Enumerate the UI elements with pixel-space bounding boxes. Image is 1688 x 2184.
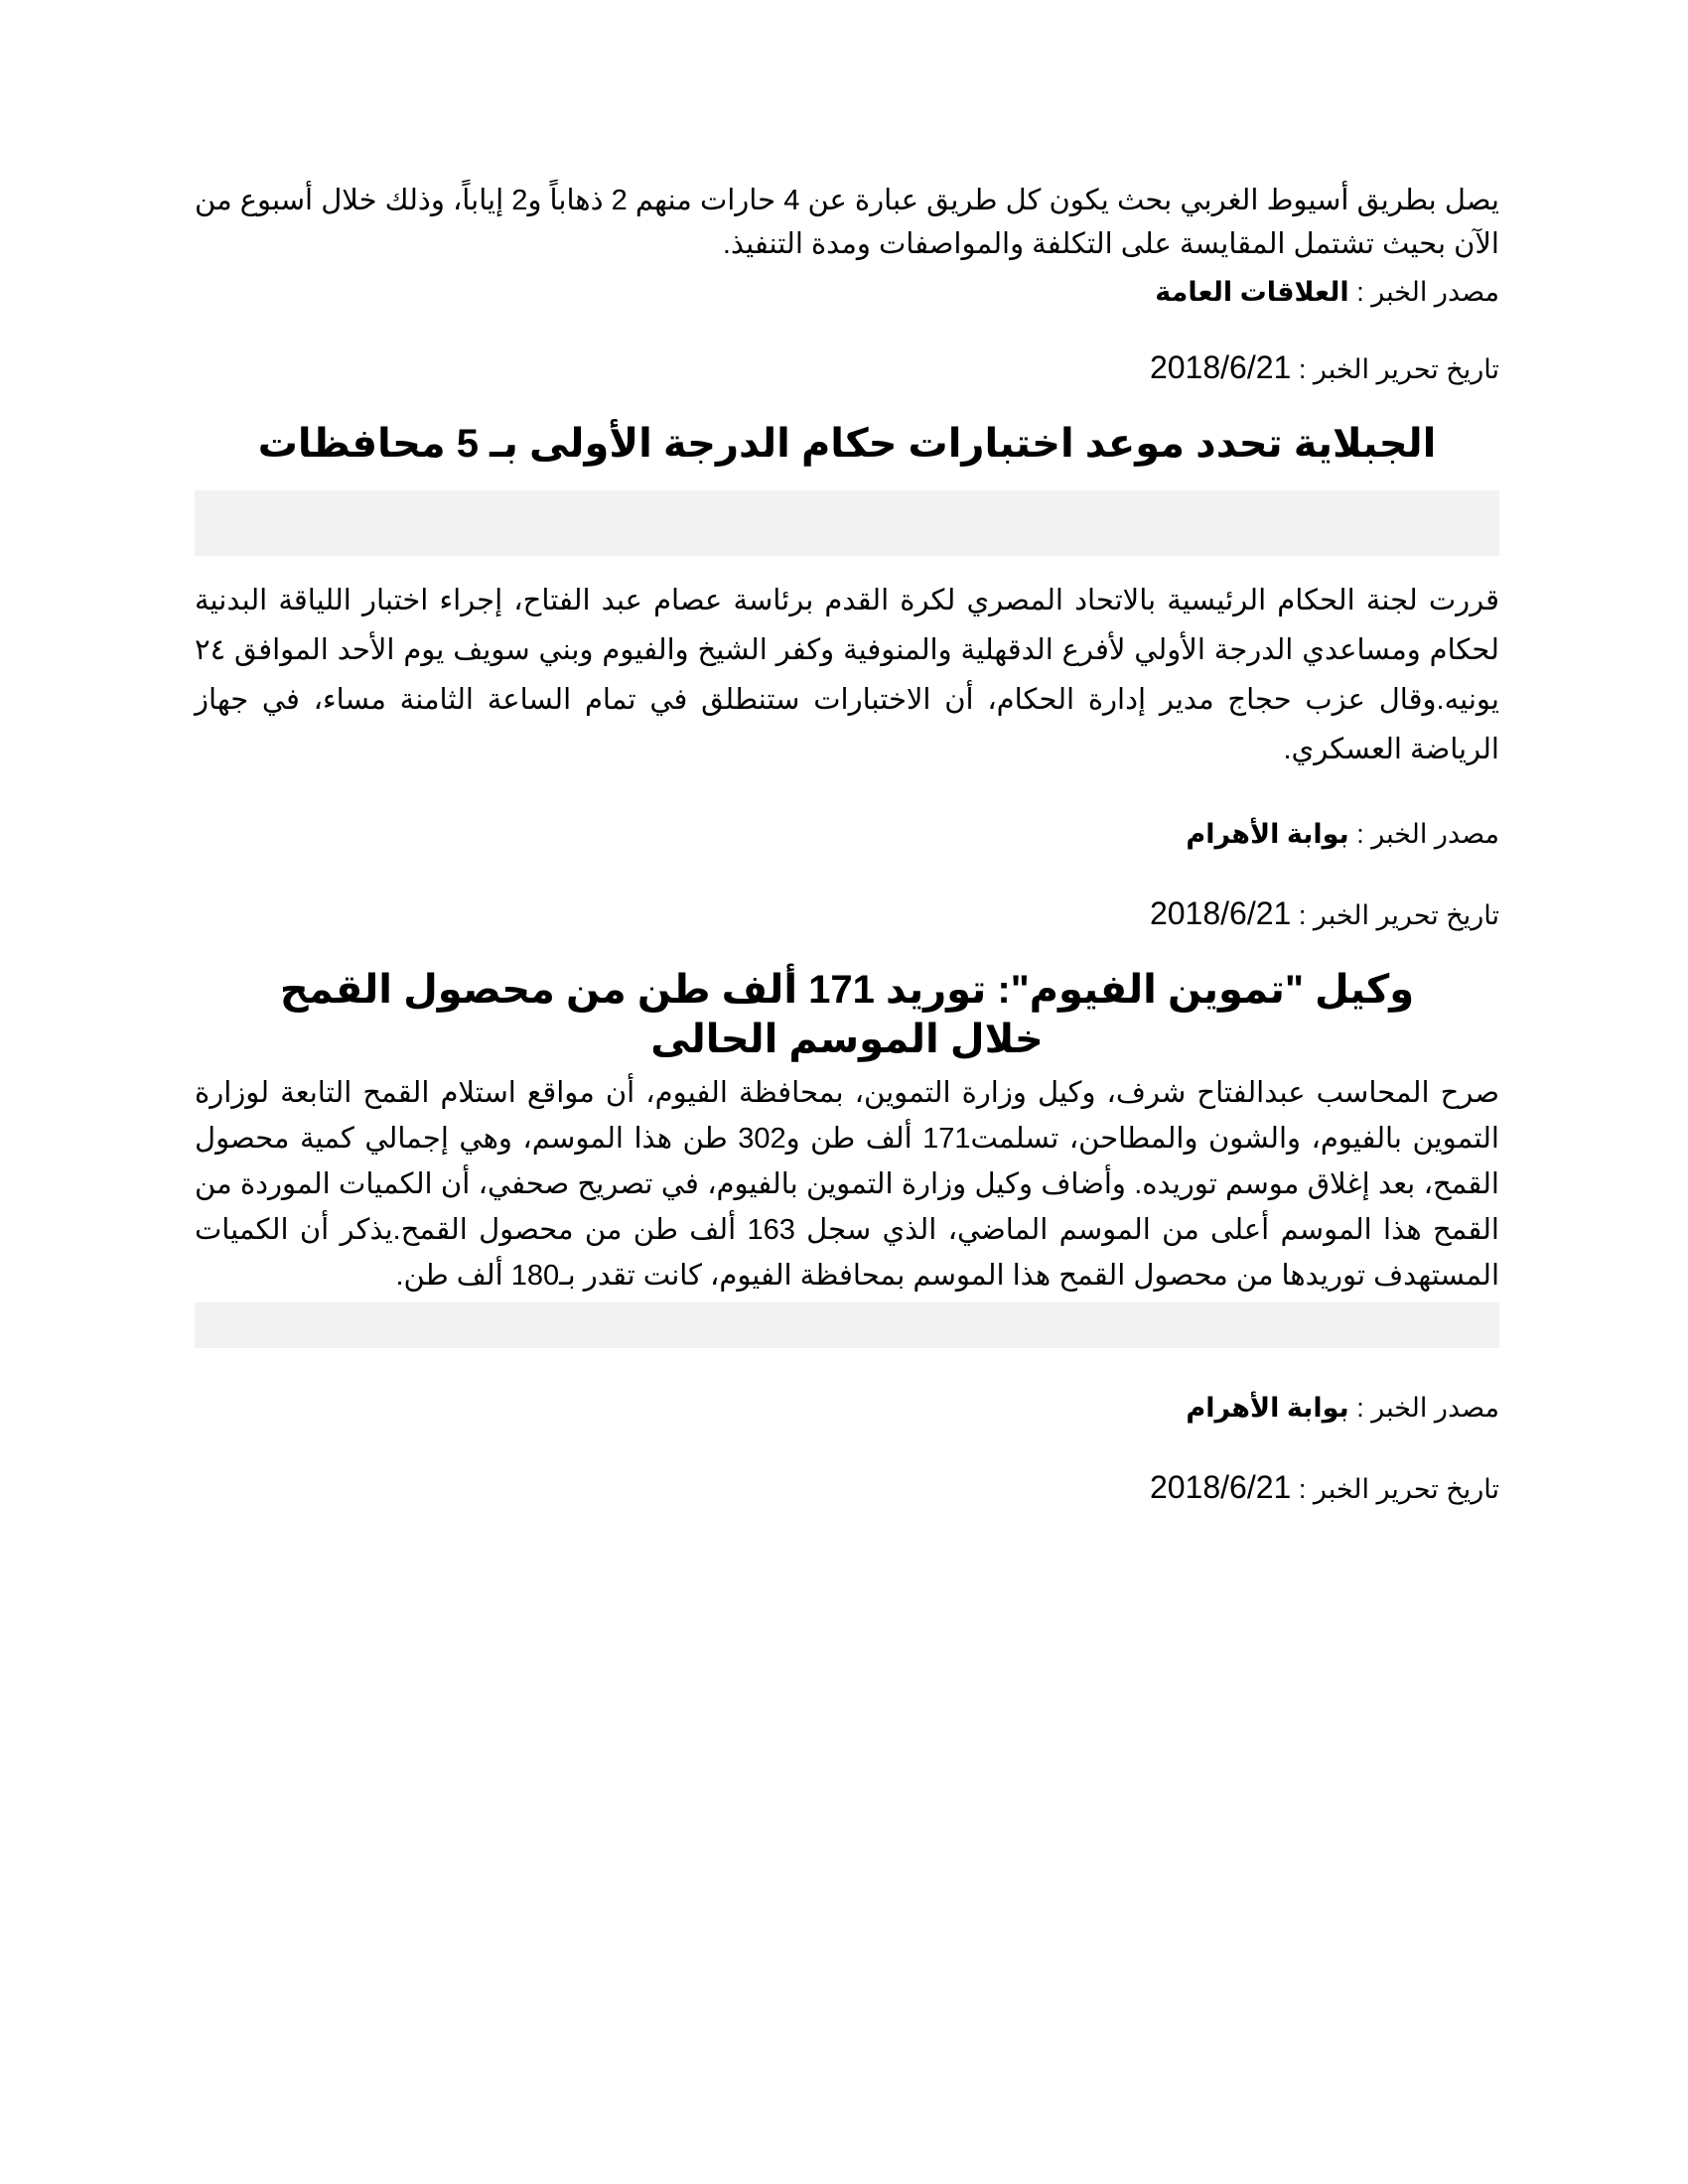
article-2-headline: وكيل "تموين الفيوم": توريد 171 ألف طن من محصول القمح خلال الموسم الحالى [279, 968, 1415, 1061]
document-page [195, 179, 1499, 1509]
intro-paragraph: يصل بطريق أسيوط الغربي بحث يكون كل طريق عبارة عن 4 حارات منهم 2 ذهاباً و2 إياباً، وذلك خلال أسبوع من الآن بحيث تشتمل المقايسة على التكلفة والمواصفات ومدة التنفيذ. [195, 185, 1499, 260]
source-value: العلاقات العامة [1155, 277, 1349, 307]
article-1-separator-bar [195, 490, 1499, 556]
date-label: تاريخ تحرير الخبر : [1298, 1474, 1499, 1504]
date-label: تاريخ تحرير الخبر : [1298, 900, 1499, 930]
article-1-date-line [195, 893, 1499, 935]
source-label: مصدر الخبر : [1356, 819, 1499, 849]
article-2-date-line [195, 1467, 1499, 1509]
date-value: 2018/6/21 [1149, 1469, 1292, 1505]
source-value: بوابة الأهرام [1186, 1393, 1349, 1423]
date-value: 2018/6/21 [1149, 895, 1292, 931]
article-2-separator-bar [195, 1302, 1499, 1348]
article-1-headline: الجبلاية تحدد موعد اختبارات حكام الدرجة الأولى بـ 5 محافظات [257, 422, 1437, 466]
intro-source-line [195, 272, 1499, 312]
intro-date-line [195, 347, 1499, 389]
article-2-source-line [195, 1388, 1499, 1428]
source-label: مصدر الخبر : [1356, 1393, 1499, 1423]
source-label: مصدر الخبر : [1356, 277, 1499, 307]
article-1-source-line [195, 814, 1499, 854]
article-1-body: قررت لجنة الحكام الرئيسية بالاتحاد المصري لكرة القدم برئاسة عصام عبد الفتاح، إجراء اختبار اللياقة البدنية لحكام ومساعدي الدرجة الأولي لأفرع الدقهلية والمنوفية وكفر الشيخ والفيوم وبني سويف يوم الأحد الموافق ٢٤ يونيه.وقال عزب حجاج مدير إدارة الحكام، أن الاختبارات ستنطلق في تمام الساعة الثامنة مساء، في جهاز الرياضة العسكري. [195, 585, 1499, 765]
article-2-body: صرح المحاسب عبدالفتاح شرف، وكيل وزارة التموين، بمحافظة الفيوم، أن مواقع استلام القمح التابعة لوزارة التموين بالفيوم، والشون والمطاحن، تسلمت171 ألف طن و302 طن هذا الموسم، وهي إجمالي كمية محصول القمح، بعد إغلاق موسم توريده. وأضاف وكيل وزارة التموين بالفيوم، في تصريح صحفي، أن الكميات الموردة من القمح هذا الموسم أعلى من الموسم الماضي، الذي سجل 163 ألف طن من محصول القمح.يذكر أن الكميات المستهدف توريدها من محصول القمح هذا الموسم بمحافظة الفيوم، كانت تقدر بـ180 ألف طن. [195, 1077, 1499, 1292]
date-value: 2018/6/21 [1149, 349, 1292, 385]
source-value: بوابة الأهرام [1186, 819, 1349, 849]
date-label: تاريخ تحرير الخبر : [1298, 354, 1499, 384]
